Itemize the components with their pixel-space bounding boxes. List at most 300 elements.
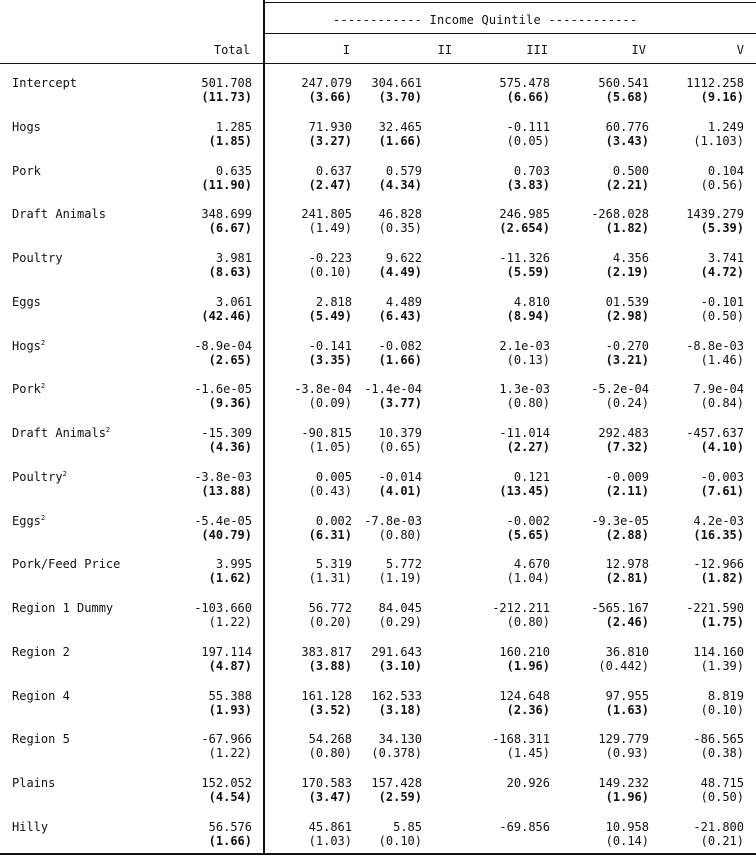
coefficient-value: 1.3e-03: [499, 382, 550, 397]
cell-q5: [654, 339, 744, 367]
coefficient-value: 1439.279: [686, 207, 744, 222]
t-statistic-value: (2.98): [605, 308, 649, 323]
cell-q4: [559, 557, 649, 585]
table-row: [0, 76, 756, 120]
coefficient-value: -0.101: [700, 294, 744, 309]
t-statistic-value: (1.103): [693, 133, 744, 148]
row-label-text: Intercept: [12, 76, 78, 90]
t-statistic-value: (0.10): [308, 265, 352, 279]
row-label-text: Hilly: [12, 819, 49, 834]
t-statistic-value: (0.50): [700, 790, 744, 804]
row-label-text: Pork: [12, 382, 41, 397]
t-statistic-value: (2.88): [605, 527, 649, 542]
cell-q4: [559, 426, 649, 454]
coefficient-value: 56.772: [308, 601, 352, 615]
t-statistic-value: (0.80): [506, 615, 550, 629]
table-row: [0, 601, 756, 645]
t-statistic-value: (3.21): [605, 352, 649, 367]
t-statistic-value: (3.66): [308, 90, 352, 104]
coefficient-value: 160.210: [499, 644, 550, 659]
coefficient-value: 36.810: [605, 644, 649, 659]
t-statistic-value: (1.63): [605, 702, 649, 717]
t-statistic-value: (4.87): [208, 658, 252, 673]
t-statistic-value: (1.66): [378, 133, 422, 148]
coefficient-value: 3.061: [215, 294, 252, 309]
table-bottom-rule: [0, 853, 756, 855]
row-label: [12, 164, 41, 178]
t-statistic-value: (4.36): [208, 440, 252, 454]
coefficient-value: 4.810: [513, 294, 550, 309]
coefficient-value: -15.309: [201, 426, 252, 440]
table-row: [0, 557, 756, 601]
cell-q2: [332, 251, 422, 279]
t-statistic-value: (1.62): [208, 571, 252, 586]
coefficient-value: 8.819: [707, 688, 744, 703]
coefficient-value: 4.2e-03: [693, 513, 744, 528]
cell-total: [162, 645, 252, 673]
row-label-text: Plains: [12, 776, 56, 790]
cell-q4: [559, 514, 649, 542]
t-statistic-value: (1.85): [208, 133, 252, 148]
coefficient-value: -90.815: [301, 426, 352, 440]
cell-q2: [332, 645, 422, 673]
t-statistic-value: (1.39): [700, 658, 744, 673]
cell-q5: [654, 776, 744, 804]
t-statistic-value: (5.49): [308, 308, 352, 323]
cell-q3: [460, 251, 550, 279]
cell-q3: [460, 470, 550, 498]
row-label: [12, 776, 55, 790]
t-statistic-value: (11.73): [201, 90, 252, 104]
cell-q3: [460, 76, 550, 104]
t-statistic-value: (2.59): [378, 790, 422, 804]
cell-q3: [460, 207, 550, 235]
coefficient-value: -3.8e-04: [294, 382, 352, 397]
cell-q2: [332, 601, 422, 629]
cell-total: [162, 732, 252, 760]
t-statistic-value: (3.18): [378, 702, 422, 717]
row-label: [12, 470, 67, 484]
cell-q3: [460, 557, 550, 585]
cell-q2: [332, 207, 422, 235]
t-statistic-value: (0.50): [700, 308, 744, 323]
t-statistic-value: (4.49): [378, 265, 422, 279]
coefficient-value: 0.579: [385, 163, 422, 178]
t-statistic-value: (5.68): [605, 90, 649, 104]
cell-total: [162, 470, 252, 498]
row-label-text: Region 5: [12, 732, 70, 747]
coefficient-value: -0.141: [308, 338, 352, 353]
cell-q3: [460, 339, 550, 367]
coefficient-value: 0.637: [315, 163, 352, 178]
t-statistic-value: (13.88): [201, 483, 252, 498]
coefficient-value: -457.637: [686, 426, 744, 440]
table-top-rule: [263, 2, 756, 3]
coefficient-value: 0.005: [315, 469, 352, 484]
t-statistic-value: (0.10): [700, 702, 744, 717]
coefficient-value: -12.966: [693, 557, 744, 572]
t-statistic-value: (1.96): [506, 658, 550, 673]
coefficient-value: -8.8e-03: [686, 338, 744, 353]
t-statistic-value: (1.22): [208, 615, 252, 629]
row-label-text: Eggs: [12, 294, 41, 309]
t-statistic-value: (1.66): [378, 352, 422, 367]
cell-q2: [332, 470, 422, 498]
squared-superscript: 2: [62, 469, 67, 478]
t-statistic-value: (5.39): [700, 221, 744, 236]
coefficient-value: 0.635: [215, 163, 252, 178]
cell-total: [162, 514, 252, 542]
cell-q3: [460, 514, 550, 542]
cell-q5: [654, 820, 744, 848]
row-label-text: Draft Animals: [12, 207, 106, 222]
t-statistic-value: (42.46): [201, 308, 252, 323]
coefficient-value: 161.128: [301, 688, 352, 703]
coefficient-value: -7.8e-03: [364, 513, 422, 528]
cell-q5: [654, 426, 744, 454]
col-header-total: Total: [213, 43, 250, 57]
t-statistic-value: (2.11): [605, 483, 649, 498]
cell-q3: [460, 164, 550, 192]
cell-total: [162, 76, 252, 104]
quintile-rule: [263, 33, 756, 34]
coefficient-value: 5.772: [385, 557, 422, 572]
table-row: [0, 645, 756, 689]
t-statistic-value: (0.378): [371, 746, 422, 761]
t-statistic-value: (1.22): [208, 746, 252, 761]
row-label-text: Poultry: [12, 251, 63, 265]
row-label-text: Draft Animals: [12, 426, 106, 440]
t-statistic-value: (3.70): [378, 90, 422, 104]
coefficient-value: 0.104: [707, 163, 744, 178]
cell-q4: [559, 732, 649, 760]
coefficient-value: -67.966: [201, 732, 252, 747]
t-statistic-value: (0.21): [700, 833, 744, 848]
t-statistic-value: (6.43): [378, 308, 422, 323]
cell-q3: [460, 601, 550, 629]
cell-q2: [332, 820, 422, 848]
coefficient-value: 71.930: [308, 119, 352, 134]
row-label-text: Region 4: [12, 688, 70, 703]
t-statistic-value: (2.65): [208, 352, 252, 367]
coefficient-value: 4.356: [612, 251, 649, 265]
t-statistic-value: (2.46): [605, 615, 649, 629]
coefficient-value: 0.500: [612, 163, 649, 178]
t-statistic-value: (2.21): [605, 177, 649, 192]
t-statistic-value: (0.20): [308, 615, 352, 629]
cell-total: [162, 776, 252, 804]
t-statistic-value: (40.79): [201, 527, 252, 542]
coefficient-value: -0.270: [605, 338, 649, 353]
cell-q2: [332, 426, 422, 454]
coefficient-value: 34.130: [378, 732, 422, 747]
cell-q4: [559, 251, 649, 279]
coefficient-value: 4.670: [513, 557, 550, 572]
coefficient-value: -0.111: [506, 119, 550, 134]
table-row: [0, 251, 756, 295]
coefficient-value: 129.779: [598, 732, 649, 747]
row-label-text: Hogs: [12, 119, 41, 134]
t-statistic-value: (2.27): [506, 440, 550, 454]
t-statistic-value: (0.43): [308, 483, 352, 498]
cell-q2: [332, 120, 422, 148]
coefficient-value: -221.590: [686, 601, 744, 615]
cell-total: [162, 295, 252, 323]
cell-q2: [332, 776, 422, 804]
t-statistic-value: (0.56): [700, 177, 744, 192]
coefficient-value: 291.643: [371, 644, 422, 659]
cell-q5: [654, 207, 744, 235]
t-statistic-value: (0.80): [378, 527, 422, 542]
t-statistic-value: (1.75): [700, 615, 744, 629]
table-row: [0, 295, 756, 339]
col-header-q5: V: [736, 43, 744, 57]
coefficient-value: 55.388: [208, 688, 252, 703]
cell-q4: [559, 76, 649, 104]
row-label-text: Hogs: [12, 338, 41, 353]
table-row: [0, 426, 756, 470]
t-statistic-value: (9.16): [700, 90, 744, 104]
cell-total: [162, 689, 252, 717]
t-statistic-value: (0.80): [308, 746, 352, 761]
cell-q2: [332, 295, 422, 323]
coefficient-value: 2.1e-03: [499, 338, 550, 353]
coefficient-value: -5.2e-04: [591, 382, 649, 397]
coefficient-value: 1.249: [707, 119, 744, 134]
coefficient-value: 292.483: [598, 426, 649, 440]
t-statistic-value: (0.93): [605, 746, 649, 761]
t-statistic-value: (0.29): [378, 615, 422, 629]
cell-q5: [654, 120, 744, 148]
t-statistic-value: (6.66): [506, 90, 550, 104]
coefficient-value: 9.622: [385, 251, 422, 265]
cell-q3: [460, 382, 550, 410]
t-statistic-value: (2.81): [605, 571, 649, 586]
cell-q2: [332, 689, 422, 717]
row-label-text: Pork/Feed Price: [12, 557, 121, 572]
cell-q4: [559, 207, 649, 235]
t-statistic-value: (1.19): [378, 571, 422, 586]
col-header-q3: III: [526, 43, 548, 57]
coefficient-value: 162.533: [371, 688, 422, 703]
t-statistic-value: (11.90): [201, 177, 252, 192]
t-statistic-value: (13.45): [499, 483, 550, 498]
cell-q3: [460, 295, 550, 323]
squared-superscript: 2: [105, 426, 111, 434]
cell-q2: [332, 732, 422, 760]
row-label: [12, 339, 45, 353]
cell-total: [162, 382, 252, 410]
row-label-text: Region 2: [12, 644, 70, 659]
row-label-text: Pork: [12, 163, 41, 178]
t-statistic-value: (7.61): [700, 483, 744, 498]
t-statistic-value: (4.34): [378, 177, 422, 192]
squared-superscript: 2: [40, 513, 46, 522]
cell-q5: [654, 470, 744, 498]
cell-q5: [654, 645, 744, 673]
coefficient-value: -8.9e-04: [194, 338, 252, 353]
row-label: [12, 251, 63, 265]
t-statistic-value: (1.03): [308, 833, 352, 848]
cell-q4: [559, 820, 649, 848]
cell-q2: [332, 339, 422, 367]
t-statistic-value: (1.04): [506, 571, 550, 586]
cell-q2: [332, 164, 422, 192]
row-label: [12, 645, 70, 659]
row-label: [12, 76, 77, 90]
cell-total: [162, 120, 252, 148]
t-statistic-value: (6.31): [308, 527, 352, 542]
t-statistic-value: (3.43): [605, 133, 649, 148]
col-header-q2: II: [437, 43, 452, 57]
cell-q3: [460, 820, 550, 834]
coefficient-value: 01.539: [605, 294, 649, 309]
t-statistic-value: (6.67): [208, 221, 252, 236]
cell-q5: [654, 689, 744, 717]
coefficient-value: 5.319: [315, 557, 352, 572]
row-label: [12, 689, 70, 703]
t-statistic-value: (3.27): [308, 133, 352, 148]
cell-total: [162, 164, 252, 192]
t-statistic-value: (3.52): [308, 702, 352, 717]
coefficient-value: -86.565: [693, 732, 744, 747]
cell-total: [162, 820, 252, 848]
coefficient-value: 46.828: [378, 207, 422, 222]
t-statistic-value: (2.654): [499, 221, 550, 236]
col-header-q4: IV: [631, 43, 646, 57]
income-quintile-title: ------------ Income Quintile ------------: [333, 13, 638, 27]
coefficient-value: -11.014: [499, 426, 550, 440]
t-statistic-value: (1.05): [308, 440, 352, 454]
coefficient-value: 32.465: [378, 119, 422, 134]
t-statistic-value: (2.47): [308, 177, 352, 192]
coefficient-value: 48.715: [700, 776, 744, 790]
col-header-q1: I: [342, 43, 350, 57]
cell-q5: [654, 251, 744, 279]
table-row: [0, 164, 756, 208]
cell-total: [162, 207, 252, 235]
table-row: [0, 732, 756, 776]
coefficient-value: -0.002: [506, 513, 550, 528]
row-label-text: Poultry: [12, 469, 63, 484]
cell-q5: [654, 295, 744, 323]
t-statistic-value: (0.09): [308, 396, 352, 411]
t-statistic-value: (0.80): [506, 396, 550, 411]
coefficient-value: -168.311: [492, 732, 550, 747]
coefficient-value: -5.4e-05: [194, 513, 252, 528]
coefficient-value: -1.6e-05: [194, 382, 252, 397]
coefficient-value: -21.800: [693, 819, 744, 834]
row-label: [12, 382, 45, 396]
coefficient-value: 1112.258: [686, 76, 744, 90]
cell-q5: [654, 514, 744, 542]
coefficient-value: 501.708: [201, 76, 252, 90]
t-statistic-value: (1.82): [605, 221, 649, 236]
cell-q4: [559, 164, 649, 192]
table-row: [0, 689, 756, 733]
coefficient-value: -0.003: [700, 469, 744, 484]
t-statistic-value: (5.65): [506, 527, 550, 542]
cell-q2: [332, 76, 422, 104]
table-row: [0, 776, 756, 820]
t-statistic-value: (1.93): [208, 702, 252, 717]
t-statistic-value: (0.13): [506, 352, 550, 367]
cell-q4: [559, 120, 649, 148]
table-row: [0, 120, 756, 164]
coefficient-value: 0.002: [315, 513, 352, 528]
t-statistic-value: (3.83): [506, 177, 550, 192]
coefficient-value: 348.699: [201, 207, 252, 222]
row-label: [12, 820, 48, 834]
cell-q5: [654, 557, 744, 585]
coefficient-value: -1.4e-04: [364, 382, 422, 397]
coefficient-value: 45.861: [308, 819, 352, 834]
t-statistic-value: (0.10): [378, 833, 422, 848]
coefficient-value: 3.995: [215, 557, 252, 572]
t-statistic-value: (0.24): [605, 396, 649, 411]
table-row: [0, 470, 756, 514]
coefficient-value: -0.014: [378, 469, 422, 484]
cell-q2: [332, 514, 422, 542]
row-label: [12, 514, 45, 528]
row-label-text: Region 1 Dummy: [12, 601, 114, 615]
coefficient-value: 4.489: [385, 294, 422, 309]
coefficient-value: 383.817: [301, 644, 352, 659]
coefficient-value: 84.045: [378, 601, 422, 615]
coefficient-value: -69.856: [499, 819, 550, 834]
coefficient-value: 12.978: [605, 557, 649, 572]
coefficient-value: -565.167: [591, 601, 649, 615]
row-label: [12, 426, 110, 440]
cell-total: [162, 339, 252, 367]
t-statistic-value: (0.05): [506, 133, 550, 148]
t-statistic-value: (3.88): [308, 658, 352, 673]
coefficient-value: 560.541: [598, 76, 649, 90]
t-statistic-value: (8.63): [208, 265, 252, 279]
coefficient-value: -9.3e-05: [591, 513, 649, 528]
t-statistic-value: (1.82): [700, 571, 744, 586]
cell-q4: [559, 382, 649, 410]
coefficient-value: 3.981: [215, 251, 252, 265]
coefficient-value: 0.121: [513, 469, 550, 484]
t-statistic-value: (1.96): [605, 790, 649, 804]
cell-q5: [654, 732, 744, 760]
table-row: [0, 382, 756, 426]
cell-q4: [559, 645, 649, 673]
cell-q2: [332, 382, 422, 410]
coefficient-value: -268.028: [591, 207, 649, 222]
t-statistic-value: (8.94): [506, 308, 550, 323]
coefficient-value: 10.958: [605, 819, 649, 834]
coefficient-value: 5.85: [393, 819, 422, 834]
row-label: [12, 601, 113, 615]
cell-total: [162, 426, 252, 454]
coefficient-value: 60.776: [605, 119, 649, 134]
cell-q5: [654, 164, 744, 192]
t-statistic-value: (5.59): [506, 265, 550, 279]
coefficient-value: -3.8e-03: [194, 469, 252, 484]
coefficient-value: -103.660: [194, 601, 252, 615]
row-label: [12, 207, 106, 221]
coefficient-value: 7.9e-04: [693, 382, 744, 397]
cell-q3: [460, 732, 550, 760]
coefficient-value: 247.079: [301, 76, 352, 90]
coefficient-value: -0.082: [378, 338, 422, 353]
cell-q3: [460, 645, 550, 673]
t-statistic-value: (9.36): [208, 396, 252, 411]
t-statistic-value: (4.10): [700, 440, 744, 454]
coefficient-value: 197.114: [201, 644, 252, 659]
